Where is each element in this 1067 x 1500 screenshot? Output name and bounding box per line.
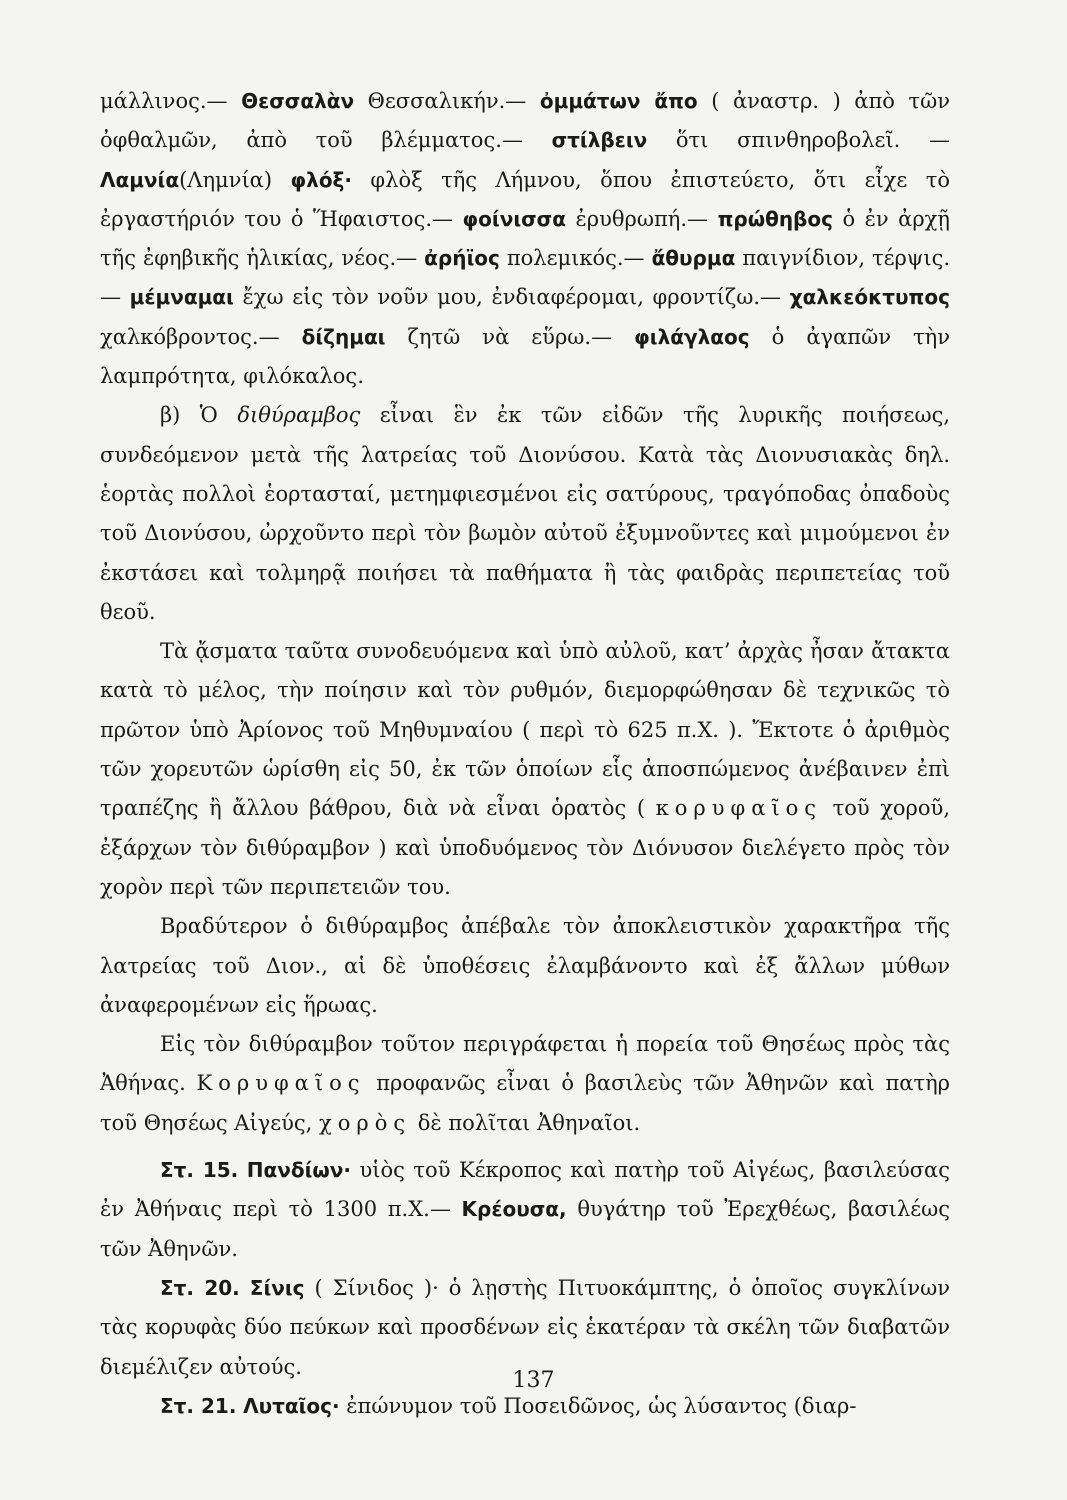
- dithyramb-paragraph-4: [100, 1025, 950, 1143]
- gloss-headword: φιλάγλαος: [634, 324, 750, 349]
- note-text: ( Σίνιδος )· ὁ λῃστὴς Πιτυοκάμπτης, ὁ ὁποῖος συγκλίνων τὰς κορυφὰς δύο πεύκων καὶ προσδένων εἰς ἑκατέραν τὰ σκέλη τῶν διαβατῶν διεμέλιζεν αὐτούς.: [100, 1275, 950, 1379]
- body-text: τοῦ χοροῦ, ἐξάρχων τὸν διθύραμβον ) καὶ ὑποδυόμενος τὸν Διόνυσον διελέγετο πρὸς τὸν χορὸν περὶ τῶν περιπετειῶν του.: [100, 796, 950, 899]
- note-text: ἐπώνυμον τοῦ Ποσειδῶνος, ὡς λύσαντος (διαρ-: [339, 1393, 857, 1418]
- gloss-headword: ἄθυρμα: [651, 246, 736, 271]
- gloss-text: (Λημνία): [179, 167, 273, 192]
- body-text: δὲ πολῖται Ἀθηναῖοι.: [411, 1110, 641, 1135]
- glossary-paragraph: [100, 82, 950, 396]
- gloss-headword: ὀμμάτων ἄπο: [539, 89, 698, 113]
- gloss-headword: Θεσσαλὰν: [241, 89, 355, 113]
- italic-term: διθύραμβος: [237, 403, 361, 428]
- body-text: Εἰς τὸν διθύραμβον τοῦτον περιγράφεται ἡ πορεία τοῦ Θησέως πρὸς τὰς Ἀθήνας.: [100, 1032, 950, 1096]
- gloss-text: ὁ ἀγαπῶν τὴν λαμπρότητα, φιλόκαλος.: [100, 324, 950, 389]
- gloss-text: ζητῶ νὰ εὕρω.—: [385, 324, 613, 349]
- note-text: υἱὸς τοῦ Κέκροπος καὶ πατὴρ τοῦ Αἰγέως, βασιλεύσας ἐν Ἀθήναις περὶ τὸ 1300 π.Χ.—: [100, 1158, 950, 1222]
- gloss-text: ὁ ἐν ἀρχῇ τῆς ἐφηβικῆς ἡλικίας, νέος.—: [100, 206, 950, 271]
- gloss-headword: μέμναμαι: [129, 285, 234, 310]
- body-text: εἶναι ἓν ἐκ τῶν εἰδῶν τῆς λυρικῆς ποιήσεως, συνδεόμενον μετὰ τῆς λατρείας τοῦ Διονύσου. Κατὰ τὰς Διονυσιακὰς δηλ. ἑορτὰς πολλοὶ ἑορτασταί, μετημφιεσμένοι εἰς σατύρους, τραγόποδας ὀπαδοὺς τοῦ Διονύσου, ὠρχοῦντο περὶ τὸν βωμὸν αὐτοῦ ἐξυμνοῦντες καὶ μιμούμενοι ἐν ἐκστάσει καὶ τολμηρᾷ ποιήσει τὰ παθήματα ἢ τὰς φαιδρὰς περιπετείας τοῦ θεοῦ.: [100, 403, 951, 624]
- gloss-text: χαλκόβροντος.—: [100, 324, 280, 349]
- body-text: β) Ὁ: [160, 403, 238, 428]
- gloss-headword: φοίνισσα: [462, 206, 567, 231]
- gloss-text: Θεσσαλικήν.—: [354, 89, 527, 113]
- spaced-term: χορὸς: [318, 1110, 412, 1135]
- gloss-headword: Λαμνία: [100, 167, 180, 192]
- spaced-term: Κορυφαῖος: [196, 1071, 366, 1096]
- gloss-headword: χαλκεόκτυπος: [789, 285, 950, 310]
- gloss-text: ὅτι σπινθηροβολεῖ. —: [647, 128, 950, 153]
- body-text: Τὰ ᾄσματα ταῦτα συνοδευόμενα καὶ ὑπὸ αὐλοῦ, κατ’ ἀρχὰς ἦσαν ἄτακτα κατὰ τὸ μέλος, τὴν ποίησιν καὶ τὸν ρυθμόν, διεμορφώθησαν δὲ τεχνικῶς τὸ πρῶτον ὑπὸ Ἀρίονος τοῦ Μηθυμναίου ( περὶ τὸ 625 π.Χ. ). Ἔκτοτε ὁ ἀριθμὸς τῶν χορευτῶν ὡρίσθη εἰς 50, ἐκ τῶν ὁποίων εἷς ἀποσπώμενος ἀνέβαινεν ἐπὶ τραπέζης ἢ ἄλλου βάθρου, διὰ νὰ εἶναι ὁρατὸς (: [100, 639, 950, 821]
- body-text: προφανῶς εἶναι ὁ βασιλεὺς τῶν Ἀθηνῶν καὶ πατὴρ τοῦ Θησέως Αἰγεύς,: [100, 1071, 950, 1135]
- gloss-headword: ἀρήϊος: [424, 246, 500, 271]
- note-headword: Κρέουσα,: [461, 1197, 567, 1222]
- gloss-text: ἔχω εἰς τὸν νοῦν μου, ἐνδιαφέρομαι, φροντίζω.—: [233, 285, 782, 310]
- line-reference: Στ. 15.: [160, 1158, 239, 1183]
- gloss-headword: πρώθηβος: [717, 206, 833, 231]
- gloss-text: φλὸξ τῆς Λήμνου, ὅπου ἐπιστεύετο, ὅτι εἶχε τὸ ἐργαστήριόν του ὁ Ἥφαιστος.—: [100, 167, 950, 231]
- gloss-text: ἐρυθρωπή.—: [566, 206, 709, 231]
- dithyramb-paragraph-1: [100, 396, 950, 632]
- page-number: 137: [512, 1368, 555, 1393]
- gloss-text: παιγνίδιον, τέρψις.—: [100, 246, 951, 310]
- note-headword: Λυταῖος·: [243, 1393, 340, 1418]
- dithyramb-paragraph-3: [100, 907, 950, 1025]
- line-reference: Στ. 20.: [160, 1275, 240, 1300]
- line-reference: Στ. 21.: [160, 1393, 237, 1418]
- gloss-text: πολεμικός.—: [499, 246, 645, 271]
- body-text: Βραδύτερον ὁ διθύραμβος ἀπέβαλε τὸν ἀποκλειστικὸν χαρακτῆρα τῆς λατρείας τοῦ Διον., αἱ δὲ ὑποθέσεις ἐλαμβάνοντο καὶ ἐξ ἄλλων μύθων ἀναφερομένων εἰς ἥρωας.: [100, 914, 950, 1017]
- gloss-text: μάλλινος.—: [100, 89, 228, 113]
- gloss-headword: στίλβειν: [551, 128, 648, 153]
- gloss-headword: φλόξ·: [290, 167, 352, 192]
- dithyramb-paragraph-2: [100, 632, 950, 907]
- note-headword: Σίνις: [249, 1275, 305, 1300]
- gloss-text: ( ἀναστρ. ) ἀπὸ τῶν ὀφθαλμῶν, ἀπὸ τοῦ βλέμματος.—: [100, 89, 950, 153]
- page-body: [100, 82, 950, 1422]
- gloss-headword: δίζημαι: [301, 324, 386, 349]
- note-headword: Πανδίων·: [246, 1158, 352, 1183]
- note-line-15: [100, 1151, 950, 1269]
- spaced-term: κορυφαῖος: [655, 796, 823, 821]
- note-text: θυγάτηρ τοῦ Ἐρεχθέως, βασιλέως τῶν Ἀθηνῶν.: [100, 1197, 950, 1261]
